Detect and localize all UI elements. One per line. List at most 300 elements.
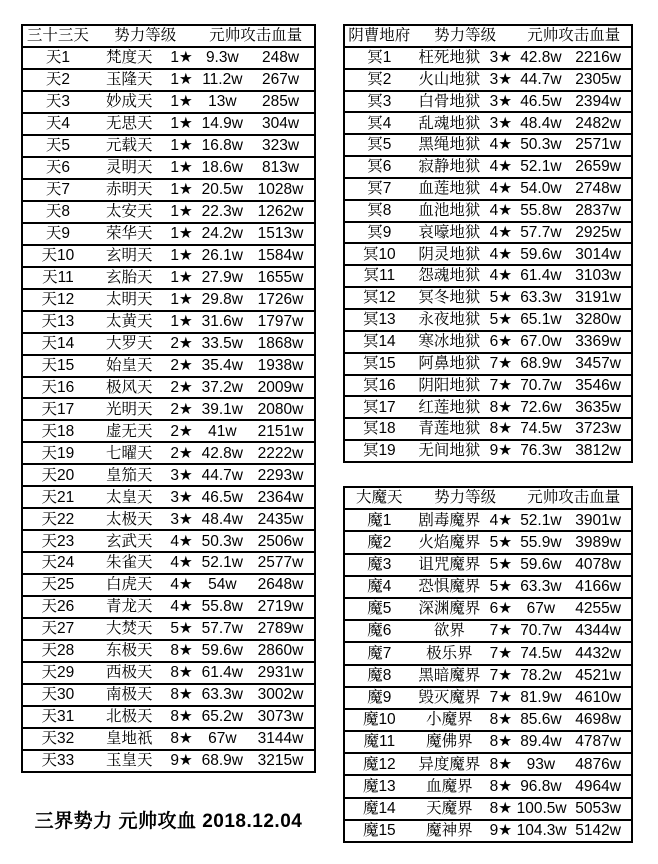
hp-value-cell: 1938w <box>257 356 304 374</box>
table-row <box>23 112 314 134</box>
attack-value-cell: 70.7w <box>520 622 562 640</box>
row-label-cell: 魔4 <box>367 578 392 596</box>
row-label-cell: 冥1 <box>367 49 392 67</box>
table-header-row <box>345 488 631 508</box>
faction-name-cell: 天魔界 <box>426 799 473 817</box>
star-level-cell: 1★ <box>170 268 193 286</box>
attack-value-cell: 81.9w <box>520 689 562 707</box>
hp-value-cell: 1655w <box>257 268 304 286</box>
star-level-cell: 5★ <box>489 289 513 307</box>
star-level-cell: 3★ <box>489 70 513 88</box>
star-level-cell: 8★ <box>170 708 193 726</box>
hp-value-cell: 4876w <box>575 755 621 773</box>
star-level-cell: 8★ <box>489 799 513 817</box>
attack-value-cell: 63.3w <box>520 578 562 596</box>
table-row <box>23 419 314 441</box>
table-row <box>23 134 314 156</box>
faction-name-cell: 玄胎天 <box>105 268 153 286</box>
row-label-cell: 魔11 <box>363 733 396 751</box>
hp-value-cell: 3215w <box>257 752 304 770</box>
star-level-cell: 8★ <box>489 755 513 773</box>
faction-name-cell: 皇地祇 <box>105 730 153 748</box>
table-header-row <box>23 26 314 46</box>
hp-value-cell: 4255w <box>575 600 621 618</box>
row-label-cell: 天9 <box>45 224 70 242</box>
attack-value-cell: 76.3w <box>520 442 562 460</box>
row-label-cell: 天18 <box>41 422 75 440</box>
star-level-cell: 8★ <box>489 733 513 751</box>
hp-value-cell: 3723w <box>575 420 621 438</box>
row-label-cell: 魔13 <box>362 777 396 795</box>
star-level-cell: 8★ <box>489 711 513 729</box>
faction-name-cell: 太黄天 <box>105 312 153 330</box>
star-level-cell: 3★ <box>489 92 513 110</box>
table-row <box>345 597 631 619</box>
star-level-cell: 4★ <box>170 598 193 616</box>
attack-value-cell: 35.4w <box>201 356 243 374</box>
hp-value-cell: 2305w <box>575 70 621 88</box>
hp-value-cell: 1028w <box>257 181 304 199</box>
attack-value-cell: 50.3w <box>520 136 562 154</box>
hp-value-cell: 5053w <box>575 799 621 817</box>
table-row <box>23 46 314 68</box>
table-row <box>345 46 631 68</box>
hp-value-cell: 2860w <box>257 642 304 660</box>
table-row <box>345 155 631 177</box>
hp-value-cell: 3457w <box>575 354 621 372</box>
table-row <box>23 661 314 683</box>
hp-value-cell: 3002w <box>257 686 304 704</box>
hp-value-cell: 2364w <box>257 488 304 506</box>
attack-value-cell: 44.7w <box>520 70 562 88</box>
hp-value-cell: 2837w <box>575 201 621 219</box>
hp-value-cell: 2216w <box>575 49 621 67</box>
faction-name-cell: 玄武天 <box>105 532 153 550</box>
hp-value-cell: 3191w <box>575 289 621 307</box>
faction-name-cell: 玉隆天 <box>105 71 153 89</box>
faction-name-cell: 火焰魔界 <box>418 533 481 551</box>
attack-value-cell: 89.4w <box>520 733 562 751</box>
table-row <box>345 374 631 396</box>
attack-value-cell: 63.3w <box>201 686 243 704</box>
table-row <box>345 619 631 641</box>
attack-value-cell: 52.1w <box>520 511 562 529</box>
faction-name-cell: 寂静地狱 <box>418 158 481 176</box>
faction-name-cell: 魔佛界 <box>426 733 473 751</box>
attack-value-cell: 41w <box>208 422 237 440</box>
hp-value-cell: 2577w <box>257 554 304 572</box>
table-row <box>23 441 314 463</box>
table-row <box>345 308 631 330</box>
attack-value-cell: 78.2w <box>520 666 562 684</box>
hp-value-cell: 2571w <box>575 136 621 154</box>
table-row <box>23 156 314 178</box>
attack-value-cell: 54.0w <box>520 180 562 198</box>
attack-value-cell: 26.1w <box>201 246 243 264</box>
table-row <box>23 573 314 595</box>
attack-value-cell: 33.5w <box>201 334 243 352</box>
row-label-cell: 冥15 <box>362 354 396 372</box>
attack-value-cell: 59.6w <box>201 642 243 660</box>
hp-value-cell: 4344w <box>575 622 621 640</box>
table-row <box>23 683 314 705</box>
hp-value-cell: 285w <box>261 93 300 111</box>
hp-value-cell: 2080w <box>257 400 304 418</box>
table-row <box>345 352 631 374</box>
attack-value-cell: 29.8w <box>201 290 243 308</box>
attack-value-cell: 42.8w <box>201 444 243 462</box>
attack-value-cell: 16.8w <box>201 137 243 155</box>
row-label-cell: 天13 <box>41 312 75 330</box>
faction-name-cell: 冥冬地狱 <box>418 289 481 307</box>
row-label-cell: 冥5 <box>367 136 392 154</box>
row-label-cell: 天5 <box>45 137 70 155</box>
star-level-cell: 2★ <box>170 356 193 374</box>
hp-value-cell: 2925w <box>575 223 621 241</box>
star-level-cell: 1★ <box>170 224 193 242</box>
star-level-cell: 4★ <box>170 532 193 550</box>
row-label-cell: 天33 <box>41 752 75 770</box>
attack-value-cell: 13w <box>208 93 237 111</box>
star-level-cell: 4★ <box>170 554 193 572</box>
faction-name-cell: 怨魂地狱 <box>418 267 481 285</box>
header-power-level-column: 势力等级 <box>434 27 497 45</box>
table-row <box>23 244 314 266</box>
faction-name-cell: 极风天 <box>105 378 153 396</box>
row-label-cell: 天3 <box>45 93 70 111</box>
hp-value-cell: 2719w <box>257 598 304 616</box>
attack-value-cell: 59.6w <box>520 245 562 263</box>
faction-name-cell: 荣华天 <box>105 224 153 242</box>
star-level-cell: 4★ <box>489 158 513 176</box>
table-row <box>345 797 631 819</box>
table-row <box>23 310 314 332</box>
table-row <box>23 178 314 200</box>
hp-value-cell: 3812w <box>575 442 621 460</box>
hp-value-cell: 3103w <box>575 267 621 285</box>
star-level-cell: 6★ <box>489 600 513 618</box>
faction-name-cell: 元载天 <box>105 137 153 155</box>
attack-value-cell: 55.8w <box>520 201 562 219</box>
star-level-cell: 3★ <box>170 488 193 506</box>
table-row <box>345 177 631 199</box>
attack-value-cell: 61.4w <box>520 267 562 285</box>
row-label-cell: 魔12 <box>362 755 396 773</box>
faction-name-cell: 异度魔界 <box>418 755 481 773</box>
table-row <box>345 730 631 752</box>
faction-name-cell: 红莲地狱 <box>418 398 481 416</box>
hp-value-cell: 3901w <box>575 511 621 529</box>
faction-name-cell: 阴阳地狱 <box>418 376 481 394</box>
faction-name-cell: 寒冰地狱 <box>418 332 481 350</box>
faction-name-cell: 太极天 <box>105 510 153 528</box>
attack-value-cell: 104.3w <box>516 822 567 840</box>
faction-name-cell: 极乐界 <box>426 644 473 662</box>
star-level-cell: 4★ <box>170 576 193 594</box>
row-label-cell: 冥12 <box>362 289 396 307</box>
attack-value-cell: 74.5w <box>520 420 562 438</box>
star-level-cell: 8★ <box>170 730 193 748</box>
star-level-cell: 2★ <box>170 422 193 440</box>
attack-value-cell: 44.7w <box>201 466 243 484</box>
row-label-cell: 冥13 <box>362 311 396 329</box>
row-label-cell: 魔9 <box>367 689 392 707</box>
star-level-cell: 8★ <box>489 420 513 438</box>
attack-value-cell: 65.2w <box>201 708 243 726</box>
header-power-level-column: 势力等级 <box>434 489 497 507</box>
hp-value-cell: 2506w <box>257 532 304 550</box>
row-label-cell: 魔7 <box>367 644 392 662</box>
hp-value-cell: 4432w <box>575 644 621 662</box>
hp-value-cell: 1262w <box>257 202 304 220</box>
star-level-cell: 1★ <box>170 137 193 155</box>
faction-name-cell: 西极天 <box>105 664 153 682</box>
attack-value-cell: 67w <box>208 730 237 748</box>
faction-name-cell: 血魔界 <box>426 777 473 795</box>
faction-name-cell: 东极天 <box>105 642 153 660</box>
star-level-cell: 2★ <box>170 334 193 352</box>
attack-value-cell: 46.5w <box>520 92 562 110</box>
star-level-cell: 3★ <box>489 49 513 67</box>
attack-value-cell: 57.7w <box>520 223 562 241</box>
header-power-level-column: 势力等级 <box>114 27 177 45</box>
hp-value-cell: 1513w <box>257 224 304 242</box>
attack-value-cell: 70.7w <box>520 376 562 394</box>
header-marshal-attack-hp-column: 元帅攻击血量 <box>527 489 621 507</box>
row-label-cell: 天15 <box>41 356 75 374</box>
table-row <box>345 686 631 708</box>
star-level-cell: 4★ <box>489 136 513 154</box>
faction-name-cell: 永夜地狱 <box>418 311 481 329</box>
hp-value-cell: 4610w <box>575 689 621 707</box>
star-level-cell: 4★ <box>489 180 513 198</box>
row-label-cell: 魔14 <box>362 799 396 817</box>
table-row <box>345 664 631 686</box>
row-label-cell: 魔3 <box>367 555 392 573</box>
table-row <box>23 288 314 310</box>
star-level-cell: 1★ <box>170 159 193 177</box>
attack-value-cell: 11.2w <box>202 71 243 89</box>
hp-value-cell: 2293w <box>257 466 304 484</box>
hp-value-cell: 2435w <box>257 510 304 528</box>
star-level-cell: 1★ <box>170 181 193 199</box>
table-row <box>23 617 314 639</box>
star-level-cell: 2★ <box>170 444 193 462</box>
table-row <box>23 507 314 529</box>
attack-value-cell: 59.6w <box>520 555 562 573</box>
row-label-cell: 魔15 <box>362 822 396 840</box>
table-row <box>345 68 631 90</box>
hp-value-cell: 2748w <box>575 180 621 198</box>
hp-value-cell: 2931w <box>257 664 304 682</box>
hp-value-cell: 2222w <box>257 444 304 462</box>
table-row <box>23 222 314 244</box>
star-level-cell: 6★ <box>489 332 513 350</box>
row-label-cell: 天28 <box>41 642 75 660</box>
attack-value-cell: 18.6w <box>201 159 243 177</box>
hp-value-cell: 3369w <box>575 332 621 350</box>
attack-value-cell: 20.5w <box>201 181 243 199</box>
faction-name-cell: 大焚天 <box>105 620 153 638</box>
attack-value-cell: 85.6w <box>520 711 562 729</box>
hp-value-cell: 3014w <box>575 245 621 263</box>
faction-name-cell: 光明天 <box>105 400 153 418</box>
row-label-cell: 天7 <box>45 181 70 199</box>
row-label-cell: 天14 <box>41 334 75 352</box>
faction-name-cell: 皇笳天 <box>105 466 153 484</box>
row-label-cell: 天19 <box>41 444 75 462</box>
attack-value-cell: 100.5w <box>516 799 567 817</box>
table-row <box>23 397 314 419</box>
table-row <box>23 266 314 288</box>
attack-value-cell: 67w <box>526 600 556 618</box>
star-level-cell: 4★ <box>489 267 513 285</box>
attack-value-cell: 96.8w <box>520 777 562 795</box>
star-level-cell: 3★ <box>170 466 193 484</box>
table-row <box>23 463 314 485</box>
row-label-cell: 魔2 <box>367 533 392 551</box>
star-level-cell: 8★ <box>489 777 513 795</box>
table-row <box>345 242 631 264</box>
star-level-cell: 7★ <box>489 622 513 640</box>
row-label-cell: 冥2 <box>367 70 392 88</box>
header-domain-column: 三十三天 <box>26 27 89 45</box>
attack-value-cell: 39.1w <box>201 400 243 418</box>
table-row <box>23 595 314 617</box>
faction-name-cell: 魔神界 <box>426 822 473 840</box>
header-domain-column: 阴曹地府 <box>348 27 411 45</box>
attack-value-cell: 31.6w <box>201 312 243 330</box>
faction-name-cell: 太安天 <box>105 202 153 220</box>
faction-name-cell: 欲界 <box>433 622 465 640</box>
hp-value-cell: 3546w <box>575 376 621 394</box>
star-level-cell: 4★ <box>489 511 513 529</box>
faction-name-cell: 阴灵地狱 <box>418 245 481 263</box>
row-label-cell: 魔8 <box>367 666 392 684</box>
faction-name-cell: 深渊魔界 <box>418 600 481 618</box>
faction-name-cell: 诅咒魔界 <box>418 555 481 573</box>
star-level-cell: 1★ <box>170 49 193 67</box>
table-row <box>23 200 314 222</box>
hp-value-cell: 4521w <box>575 666 621 684</box>
star-level-cell: 1★ <box>170 71 193 89</box>
row-label-cell: 天21 <box>41 488 75 506</box>
star-level-cell: 4★ <box>489 245 513 263</box>
hp-value-cell: 3144w <box>257 730 304 748</box>
row-label-cell: 天29 <box>41 664 75 682</box>
attack-value-cell: 65.1w <box>520 311 562 329</box>
hp-value-cell: 2151w <box>257 422 304 440</box>
star-level-cell: 1★ <box>170 246 193 264</box>
row-label-cell: 冥9 <box>367 223 392 241</box>
hp-value-cell: 3073w <box>257 708 304 726</box>
row-label-cell: 天24 <box>41 554 75 572</box>
star-level-cell: 9★ <box>489 442 513 460</box>
hp-value-cell: 2789w <box>257 620 304 638</box>
attack-value-cell: 48.4w <box>201 510 243 528</box>
star-level-cell: 5★ <box>489 311 513 329</box>
faction-name-cell: 太明天 <box>105 290 153 308</box>
attack-value-cell: 68.9w <box>201 752 243 770</box>
star-level-cell: 8★ <box>170 686 193 704</box>
table-row <box>23 749 314 771</box>
table-row <box>23 485 314 507</box>
table-row <box>23 705 314 727</box>
star-level-cell: 3★ <box>170 510 193 528</box>
row-label-cell: 天26 <box>41 598 75 616</box>
faction-name-cell: 无间地狱 <box>418 442 481 460</box>
faction-name-cell: 大罗天 <box>105 334 153 352</box>
row-label-cell: 冥8 <box>367 201 392 219</box>
table-row <box>345 199 631 221</box>
attack-value-cell: 14.9w <box>201 115 243 133</box>
star-level-cell: 1★ <box>170 290 193 308</box>
table-row <box>345 575 631 597</box>
faction-name-cell: 阿鼻地狱 <box>418 354 481 372</box>
attack-value-cell: 55.8w <box>201 598 243 616</box>
star-level-cell: 1★ <box>170 93 193 111</box>
attack-value-cell: 55.9w <box>520 533 562 551</box>
hp-value-cell: 1868w <box>257 334 304 352</box>
row-label-cell: 天23 <box>41 532 75 550</box>
hp-value-cell: 267w <box>261 71 300 89</box>
table-row <box>23 376 314 398</box>
faction-name-cell: 虚无天 <box>105 422 153 440</box>
row-label-cell: 冥16 <box>362 376 396 394</box>
faction-name-cell: 剧毒魔界 <box>418 511 481 529</box>
hp-value-cell: 2659w <box>575 158 621 176</box>
attack-value-cell: 67.0w <box>520 332 562 350</box>
faction-name-cell: 赤明天 <box>105 181 153 199</box>
row-label-cell: 天32 <box>41 730 75 748</box>
star-level-cell: 8★ <box>170 664 193 682</box>
attack-value-cell: 63.3w <box>520 289 562 307</box>
attack-value-cell: 48.4w <box>520 114 562 132</box>
row-label-cell: 冥3 <box>367 92 392 110</box>
star-level-cell: 7★ <box>489 376 513 394</box>
faction-name-cell: 七曜天 <box>105 444 153 462</box>
hp-value-cell: 2009w <box>257 378 304 396</box>
faction-name-cell: 朱雀天 <box>105 554 153 572</box>
hp-value-cell: 2648w <box>257 576 304 594</box>
hp-value-cell: 1797w <box>257 312 304 330</box>
row-label-cell: 天1 <box>45 49 70 67</box>
row-label-cell: 天11 <box>42 268 74 286</box>
table-row <box>23 332 314 354</box>
faction-name-cell: 无思天 <box>105 115 153 133</box>
star-level-cell: 8★ <box>489 398 513 416</box>
table-row <box>23 68 314 90</box>
star-level-cell: 2★ <box>170 378 193 396</box>
faction-name-cell: 哀嚎地狱 <box>418 223 481 241</box>
table-underworld-hells <box>343 24 633 463</box>
faction-name-cell: 毁灭魔界 <box>418 689 481 707</box>
faction-name-cell: 小魔界 <box>426 711 473 729</box>
attack-value-cell: 54w <box>208 576 237 594</box>
faction-name-cell: 白虎天 <box>105 576 153 594</box>
table-row <box>345 264 631 286</box>
star-level-cell: 5★ <box>170 620 193 638</box>
row-label-cell: 天8 <box>45 202 70 220</box>
hp-value-cell: 2482w <box>575 114 621 132</box>
hp-value-cell: 3280w <box>575 311 621 329</box>
table-row <box>345 111 631 133</box>
faction-name-cell: 青莲地狱 <box>418 420 481 438</box>
faction-name-cell: 始皇天 <box>105 356 153 374</box>
header-domain-column: 大魔天 <box>356 489 403 507</box>
table-row <box>345 553 631 575</box>
faction-name-cell: 枉死地狱 <box>418 49 481 67</box>
